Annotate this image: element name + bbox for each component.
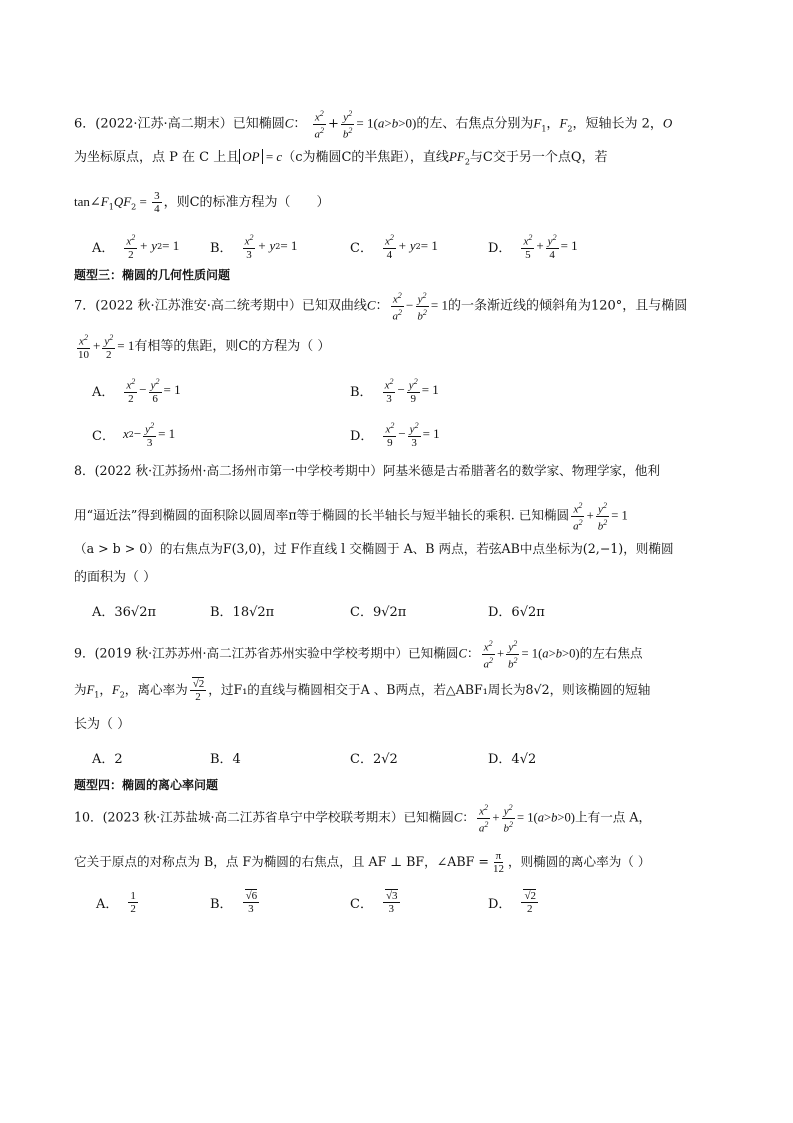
q9-option-d[interactable]: D．4√2 bbox=[488, 752, 537, 767]
q8-option-b[interactable]: B．18√2π bbox=[210, 605, 275, 620]
q7-option-a[interactable]: A． $x^2$ 2 − $\frac{y^2}{6}$ = 1 bbox=[92, 377, 181, 405]
q9-option-b[interactable]: B．4 bbox=[210, 752, 241, 767]
q8-option-a[interactable]: A．36√2π bbox=[92, 605, 157, 620]
q10-option-c[interactable]: C． √3 3 bbox=[350, 890, 398, 915]
q8-option-d[interactable]: D．6√2π bbox=[488, 605, 545, 620]
q6-option-c[interactable]: C． $x^2$ 4 + y 2 = 1 bbox=[350, 233, 438, 261]
q8-line4: 的面积为（ ） bbox=[74, 570, 157, 585]
q8-line1: 8．(2022 秋·江苏扬州·高二扬州市第一中学校考期中）阿基米德是古希腊著名的数学家、物理学家，他利 bbox=[74, 463, 660, 478]
q6-line1: 6．(2022·江苏·高二期末）已知椭圆C： $\frac{x^2}{a^2}$ + $\frac{y^2}{b^2}$ = 1(a>b>0)的左、右焦点分别为$F_1$，$F_2$，短轴长为 2，O bbox=[74, 109, 673, 141]
q7-option-d[interactable]: D． $x^2$ 9 − $\frac{y^2}{3}$ = 1 bbox=[350, 421, 440, 449]
q6-option-a[interactable]: A． $x^2$ 2 + y 2 = 1 bbox=[92, 233, 180, 261]
q10-line1: 10．(2023 秋·江苏盐城·高二江苏省阜宁中学校联考期末）已知椭圆C： $\frac{x^2}{a^2}$ + $\frac{y^2}{b^2}$ = 1(a>b>0)上有一点 A， bbox=[74, 803, 652, 835]
q8-line3: （a > b > 0）的右焦点为F(3,0)，过 F作直线 l 交椭圆于 A、B 两点，若弦AB中点坐标为(2,−1)，则椭圆 bbox=[74, 541, 674, 556]
q10-option-b[interactable]: B． √6 3 bbox=[210, 890, 258, 915]
q7-option-b[interactable]: B． $x^2$ 3 − $\frac{y^2}{9}$ = 1 bbox=[350, 377, 439, 405]
q6-intro: 6．(2022·江苏·高二期末）已知椭圆 bbox=[74, 116, 285, 132]
q7-line2: $\frac{x^2}{10}$ + $\frac{y^2}{2}$ = 1有相等的焦距，则C的方程为（ ） bbox=[78, 333, 331, 361]
q10-option-d[interactable]: D． √2 2 bbox=[488, 890, 536, 915]
q6-option-b[interactable]: B． $x^2$ 3 + y 2 = 1 bbox=[210, 233, 298, 261]
q9-line3: 长为（ ） bbox=[74, 717, 131, 732]
q9-line2: 为$F_1$，$F_2$，离心率为 $\frac{√2}{2}$ ，过F₁的直线与椭圆相交于A 、B两点，若△ABF₁周长为8√2，则该椭圆的短轴 bbox=[74, 678, 651, 703]
q9-line1: 9．(2019 秋·江苏苏州·高二江苏省苏州实验中学校考期中）已知椭圆C： $\frac{x^2}{a^2}$ + $\frac{y^2}{b^2}$ = 1(a>b>0)的左右焦点 bbox=[74, 639, 643, 671]
q6-line3: $\tan\angle F_1QF_2$ = $\frac{3}{4}$ ，则C的标准方程为（ ） bbox=[74, 190, 330, 215]
q7-option-c[interactable]: C． x 2 − $\frac{y^2}{3}$ = 1 bbox=[92, 421, 176, 449]
q10-line2: 它关于原点的对称点为 B，点 F为椭圆的右焦点，且 AF ⊥ BF，∠ABF = $\frac{\pi}{12}$ ，则椭圆的离心率为（ ） bbox=[74, 850, 651, 875]
q9-option-c[interactable]: C．2√2 bbox=[350, 752, 398, 767]
q6-option-d[interactable]: D． $x^2$ 5 + $\frac{y^2}{4}$ = 1 bbox=[488, 233, 578, 261]
q8-option-c[interactable]: C．9√2π bbox=[350, 605, 407, 620]
q7-line1: 7．(2022 秋·江苏淮安·高二统考期中）已知双曲线C： $\frac{x^2}{a^2}$ − $\frac{y^2}{b^2}$ = 1的一条渐近线的倾斜角为120°，且与椭圆 bbox=[74, 291, 688, 323]
q6-line2: 为坐标原点，点 P 在 C 上且 OP = c（c为椭圆C的半焦距），直线$PF_2$与C交于另一个点Q，若 bbox=[74, 149, 608, 167]
section-4-heading: 题型四：椭圆的离心率问题 bbox=[74, 778, 219, 792]
q8-line2: 用“逼近法”得到椭圆的面积除以圆周率π等于椭圆的长半轴长与短半轴长的乘积. 已知椭圆 $\frac{x^2}{a^2}$ + $\frac{y^2}{b^2}$ = 1 bbox=[74, 501, 628, 533]
q9-option-a[interactable]: A．2 bbox=[92, 752, 123, 767]
section-3-heading: 题型三：椭圆的几何性质问题 bbox=[74, 268, 231, 282]
q10-option-a[interactable]: A． 1 2 bbox=[96, 890, 136, 915]
